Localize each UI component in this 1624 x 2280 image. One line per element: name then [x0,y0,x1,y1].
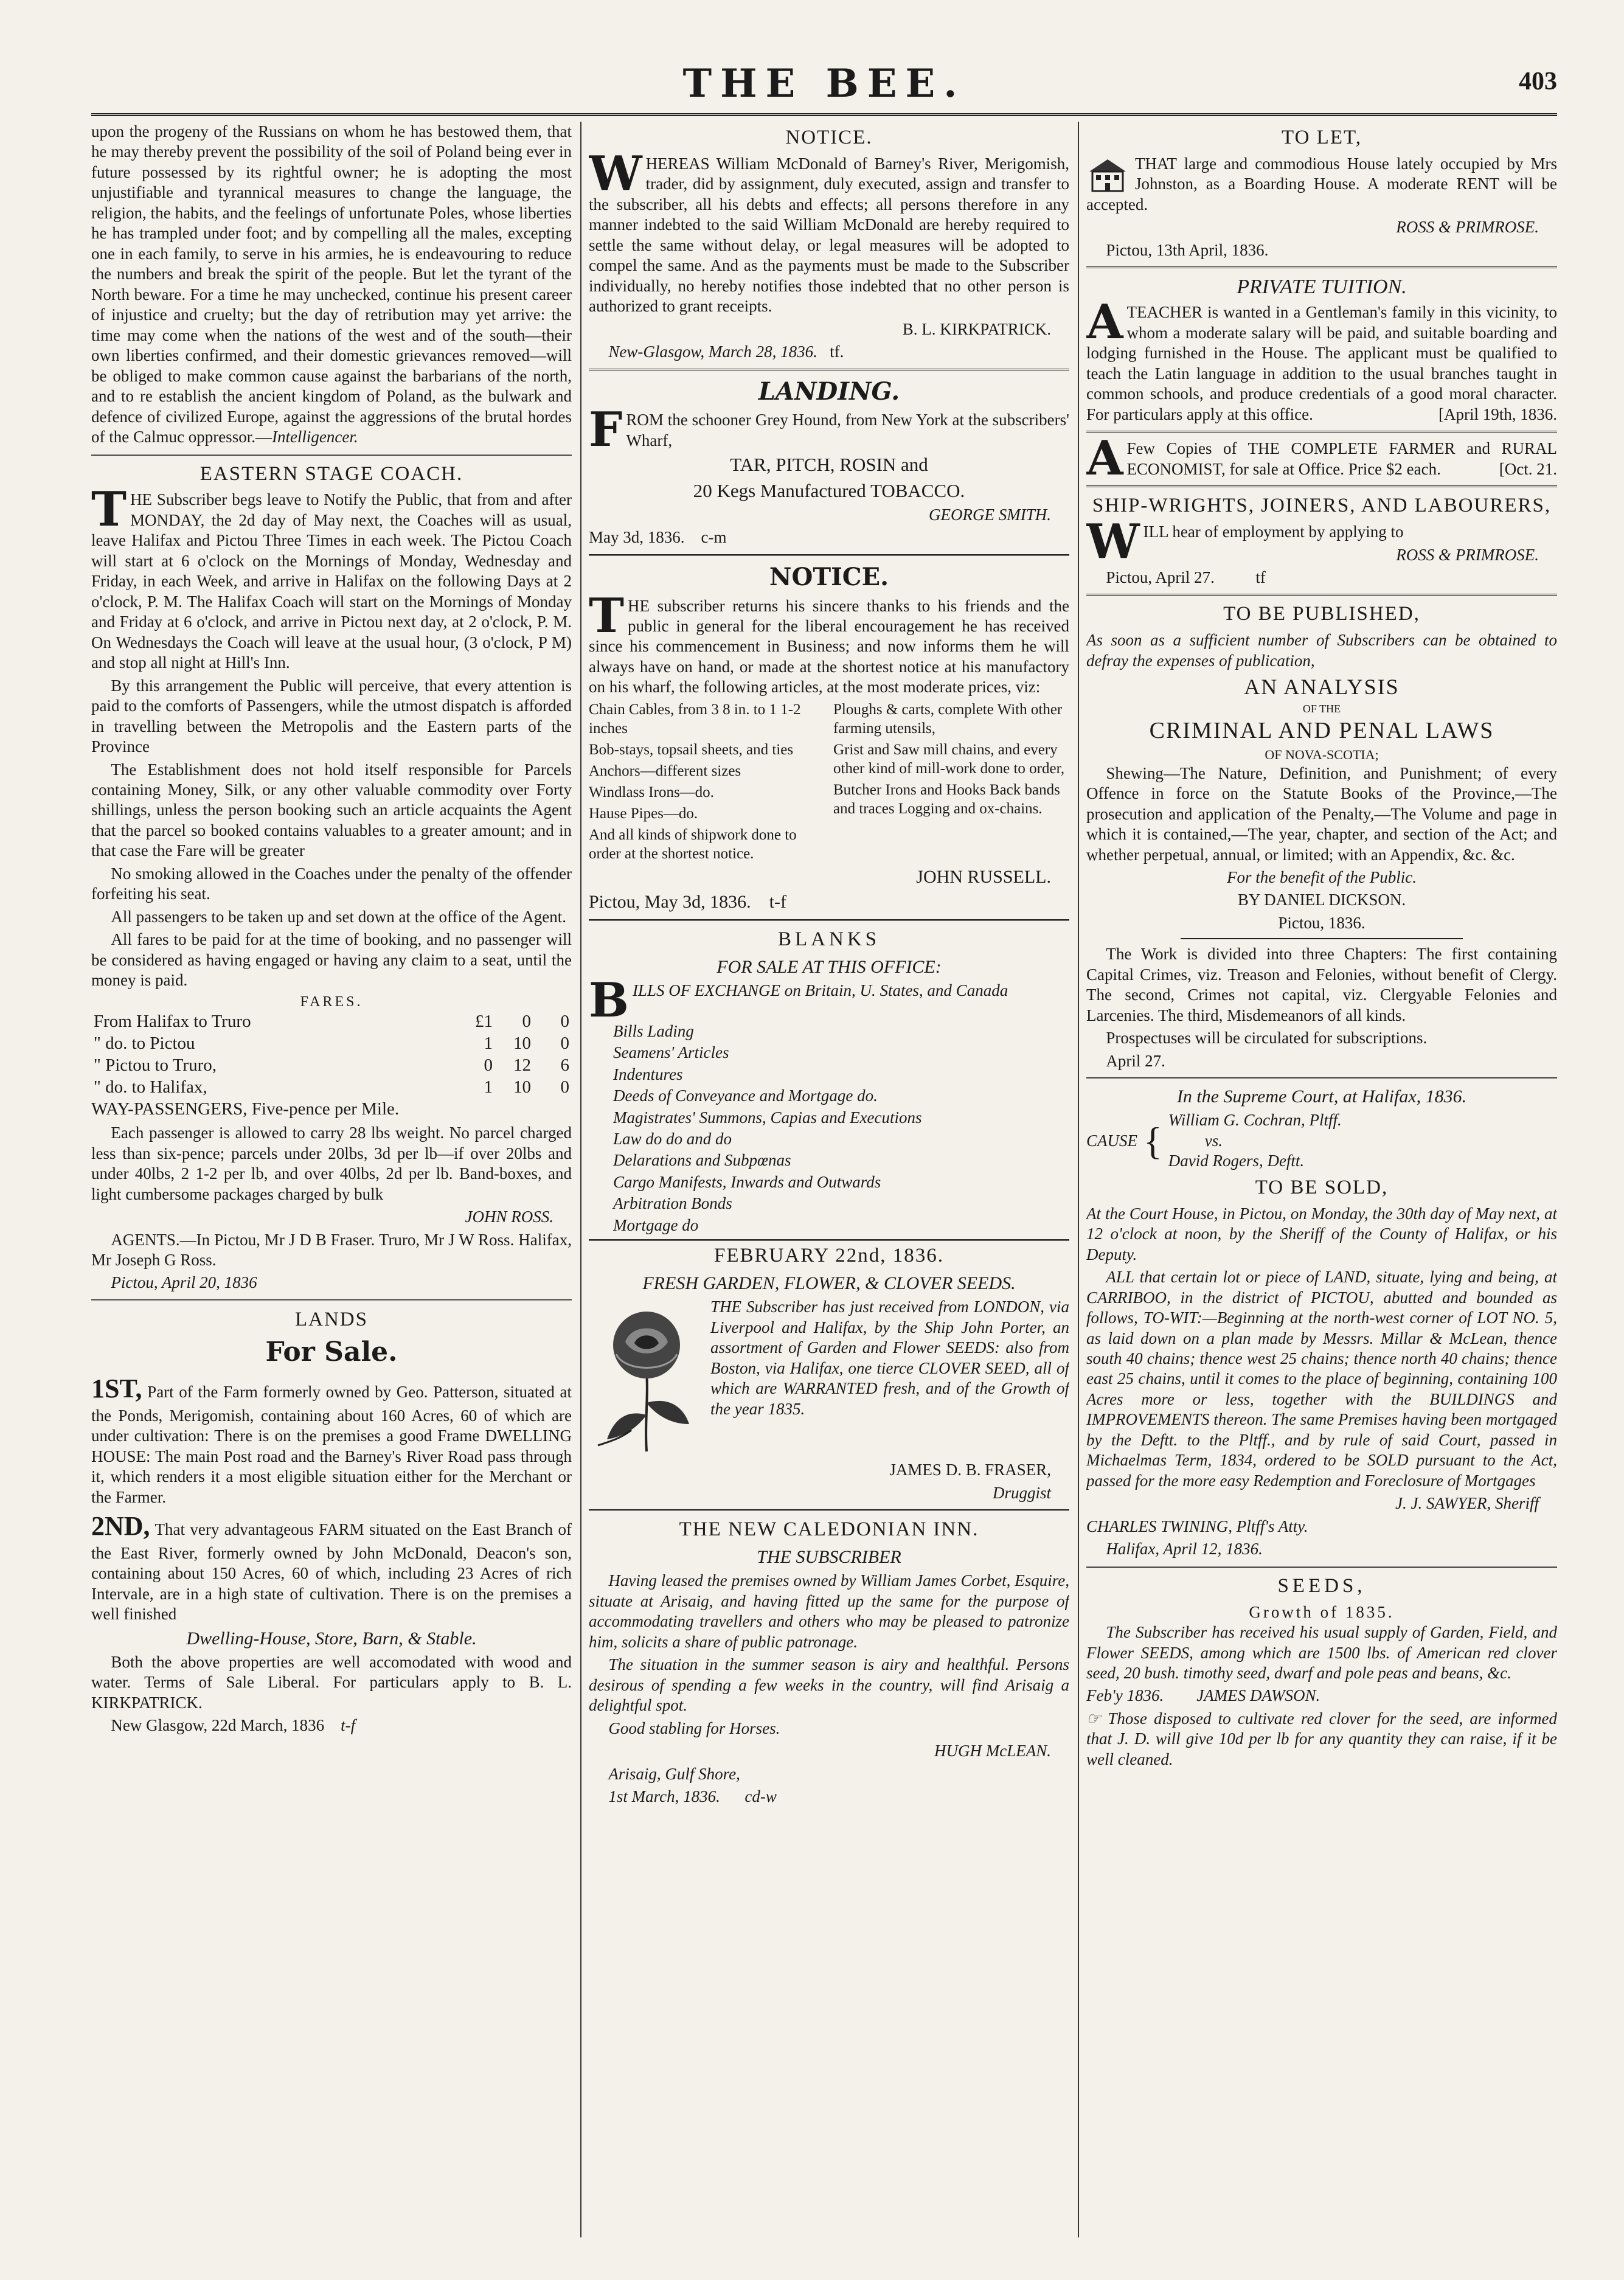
seeds-date-sig: Feb'y 1836. JAMES DAWSON. [1086,1686,1320,1705]
pub-p3: Prospectuses will be circulated for subscriptions. [1106,1029,1428,1048]
notice1-signature: B. L. KIRKPATRICK. [902,319,1051,338]
tuition-title: PRIVATE TUITION. [1237,276,1407,299]
seeds-growth: Growth of 1835. [1249,1602,1395,1621]
divider [1086,266,1557,268]
column-divider-2 [1078,122,1079,2237]
ship-date: Pictou, April 27. tf [1106,568,1266,586]
landing-date: May 3d, 1836. c-m [589,528,727,547]
lands-subtitle: For Sale. [265,1336,398,1368]
notice2-title: NOTICE. [769,562,889,591]
fare-pence: 0 [560,1034,569,1054]
russia-source: Intelligencer. [271,428,358,447]
fare-row [91,1077,572,1099]
pub-date: Pictou, 1836. [1278,913,1365,932]
fare-pounds: 1 [484,1034,493,1054]
notice2-right-list [833,700,1069,866]
coach-p1: THE Subscriber begs leave to Notify the Public, that from and after MONDAY, the 2d day of May next, the Coaches will as usual, leave Halifax and Pictou Three Times in each week. The Pictou Coach will start at 6 o'clock on the Mornings of Monday, Wednesday and Friday, in each Week, and arrive in Halifax on the following Days at 2 o'clock, P. M. The Halifax Coach will start on the Mornings of Monday and Friday at 6 o'clock, and arrive in Pictou next day, at 2 o'clock, P. M. On Wednesdays the Coach will leave at the usual hour, (3 o'clock, P M) and stop all night at Hill's Inn. [91,482,572,672]
landing-goods-2: 20 Kegs Manufactured TOBACCO. [693,479,965,501]
lands-terms: Both the above properties are well accomodated with wood and water. Terms of Sale Liberal. For particulars apply to B. L. KIRKPATRICK. [91,1652,572,1712]
masthead-rule [91,113,1557,116]
farmer-text: A Few Copies of THE COMPLETE FARMER and RURAL ECONOMIST, for sale at Office. Price $2 each. [Oct. 21. [1086,431,1557,487]
fare-route: From Halifax to Truro [94,1012,251,1032]
seeds-text: THE Subscriber has just received from LONDON, via Liverpool and Halifax, by the Ship John Porter, an assortment of Garden and Flower SEEDS: also from Boston, via Halifax, one tierce CLOVER SEED, all of which are WARRANTED fresh, and of the Growth of the year 1835. [710,1298,1069,1418]
fare-pence: 0 [560,1077,569,1097]
coach-signature: JOHN ROSS. [465,1208,553,1226]
divider [91,454,572,456]
sold-text: ALL that certain lot or piece of LAND, situate, lying and being, at CARRIBOO, in the district of PICTOU, abutted and bounded as follows, TO-WIT:—Beginning at the north-west corner of LOT NO. 5, as laid down on a plan made by Messrs. Millar & McLean, thence south 40 chains; thence west 25 chains; thence north 40 chains; thence east 25 chains, until it comes to the place of beginning, containing 100 Acres more or less, together with the BUILDINGS and IMPROVEMENTS thereon. The same Premises having been mortgaged by the Deftt. to the Pltff., and by rule of said Court, passed in Michaelmas Term, 1834, ordered to be SOLD pursuant to the Act, passed for the more easy Redemption and Foreclosure of Mortgages [1086,1268,1557,1490]
column-3 [1086,122,1557,2237]
lands-second: 2ND, That very advantageous FARM situated on the East Branch of the East River, formerly owned by John McDonald, Deacon's son, containing about 150 Acres, 60 of which, including 23 Acres of rich Intervale, are in a high state of cultivation. There is on the premises a well finished [91,1511,572,1624]
blanks-list [589,1021,1069,1236]
blanks-title: BLANKS [777,928,881,951]
fare-row [91,1033,572,1055]
court-cause: CAUSE { William G. Cochran, Pltff. vs. David Rogers, Deftt. [1086,1110,1557,1171]
coach-p4: No smoking allowed in the Coaches under the penalty of the offender forfeiting his seat. [91,864,572,903]
ship-signature: ROSS & PRIMROSE. [1396,545,1539,564]
notice2-date: Pictou, May 3d, 1836. t-f [589,892,786,912]
fare-shillings: 10 [513,1034,531,1054]
page-number: 403 [1519,68,1557,96]
coach-agents: AGENTS.—In Pictou, Mr J D B Fraser. Truro, Mr J W Ross. Halifax, Mr Joseph G Ross. [91,1230,572,1269]
list-item: Delarations and Subpœnas [613,1151,791,1170]
divider [91,1299,572,1301]
column-1 [91,122,572,2237]
list-item: Ploughs & carts, complete With other farming utensils, [833,701,1063,737]
list-item: Cargo Manifests, Inwards and Outwards [613,1172,881,1191]
pub-author: BY DANIEL DICKSON. [1237,891,1406,909]
list-item: Bills Lading [613,1021,694,1040]
seeds-text-2: The Subscriber has received his usual supply of Garden, Field, and Flower SEEDS, among which are 1500 lbs. of American red clover seed, 20 bush. timothy seed, dwarf and pole peas and beans, &c. [1086,1623,1557,1682]
russia-article: upon the progeny of the Russians on whom he has bestowed them, that he may thereby prevent the possibility of the soil of Poland being ever in future possessed by its rightful owner; he is adopting the most unjustifiable and tyrannical measures to change the language, the religion, the habits, and the feelings of unfortunate Poles, whose liberties he has trampled under foot; and by compelling all the males, excepting one in each family, to serve in his armies, he is endeavouring to reduce the numbers and break the spirit of the people. But let the tyrant of the North beware. For a time he may unchecked, continue his present career of injustice and cruelty; but the day of retribution may yet arrive: the time may come when the nations of the west and of the south—their own liberties confirmed, and their domestic grievances removed—will be obliged to make common cause against the barbarians of the north, and to re establish the ancient kingdom of Poland, as the bulwark and defence of civilized Europe, against the aggressions of the brutal hordes of the Calmuc oppressor.—Intelligencer. [91,122,572,447]
list-item: Windlass Irons—do. [589,784,714,801]
masthead [91,61,1557,109]
pub-analysis: AN ANALYSIS [1244,675,1400,700]
lands-first: 1ST, Part of the Farm formerly owned by Geo. Patterson, situated at the Ponds, Merigomish, containing about 160 Acres, 60 of which are under cultivation: There is on the premises a good Frame DWELLING HOUSE: The main Post road and the Barney's River Road pass through it, which renders it a most eligible situation either for the Merchant or the Farmer. [91,1374,572,1506]
fare-row [91,1055,572,1077]
fares-title: FARES. [300,993,363,1010]
house-icon [1086,156,1129,193]
sold-intro: At the Court House, in Pictou, on Monday, the 30th day of May next, at 12 o'clock at noon, by the Sheriff of the County of Halifax, or his Deputy. [1086,1204,1557,1263]
landing-goods-1: TAR, PITCH, ROSIN and [730,454,928,476]
pub-nova-scotia: OF NOVA-SCOTIA; [1265,747,1379,763]
column-divider-1 [580,122,581,2237]
notice2-text: THE subscriber returns his sincere thanks to his friends and the public in general for the liberal encouragement he has received since his commencement in Business; and now informs them he will always have on hand, or made at the shortest notice at his manufactory on his wharf, the following articles, at the most moderate prices, viz: [589,588,1069,697]
court-vs: vs. [1204,1131,1223,1150]
list-item: Butcher Irons and Hooks Back bands and traces Logging and ox-chains. [833,781,1060,817]
coach-title: EASTERN STAGE COACH. [200,462,463,485]
fare-shillings: 12 [513,1055,531,1076]
coach-p6: All fares to be paid for at the time of booking, and no passenger will be considered as having engaged or having any claim to a seat, until the money is paid. [91,930,572,990]
fare-route: " do. to Pictou [94,1034,195,1054]
inn-p2: The situation in the summer season is airy and healthful. Persons desirous of spending a few weeks in the country, will find Arisaig a delightful spot. [589,1655,1069,1715]
pub-p3-date: April 27. [1106,1051,1165,1070]
fare-pounds: 1 [484,1077,493,1097]
divider [1086,485,1557,487]
inn-date: 1st March, 1836. cd-w [608,1787,777,1806]
notice2-left-list [589,700,825,866]
sold-title: TO BE SOLD, [1255,1176,1389,1198]
notice2-articles [589,700,1069,866]
landing-text: FROM the schooner Grey Hound, from New York at the subscribers' Wharf, [589,402,1069,458]
coach-p7: Each passenger is allowed to carry 28 lbs weight. No parcel charged less than six-pence; parcels under 20lbs, 3d per lb—if over 20lbs and under 40lbs, 2 1-2 per lb, and over 40lbs, 2d per lb. Band-boxes, and light cumbersome packages charged by bulk [91,1124,572,1203]
inn-p3: Good stabling for Horses. [608,1719,780,1737]
list-item: Grist and Saw mill chains, and every other kind of mill-work done to order, [833,741,1065,777]
list-item: Bob-stays, topsail sheets, and ties [589,741,794,758]
fare-shillings: 10 [513,1077,531,1097]
let-date: Pictou, 13th April, 1836. [1106,240,1269,259]
divider [1086,594,1557,596]
list-item: Magistrates' Summons, Capias and Executions [613,1108,922,1127]
seeds-title-2: SEEDS, [1277,1574,1366,1597]
seeds-title: FRESH GARDEN, FLOWER, & CLOVER SEEDS. [642,1273,1016,1294]
divider [1086,1566,1557,1568]
pub-benefit: For the benefit of the Public. [1227,867,1417,886]
notice2-signature: JOHN RUSSELL. [916,866,1051,887]
fare-pence: 0 [560,1012,569,1032]
list-item: Hause Pipes—do. [589,805,698,822]
pub-subtitle: As soon as a sufficient number of Subscribers can be obtained to defray the expenses of publication, [1086,631,1557,670]
brace-icon: { [1143,1119,1162,1163]
column-2 [589,122,1069,2237]
masthead-title: THE BEE. [682,61,966,106]
tuition-text: ATEACHER is wanted in a Gentleman's family in this vicinity, to whom a moderate salary will be paid, and suitable boarding and lodging furnished in the House. The applicant must be qualified to teach the Latin language in addition to the usual branches taught in common schools, and produce credentials of a good moral character. For particulars apply at this office. [April 19th, 1836. [1086,294,1557,423]
seeds-note: ☞ Those disposed to cultivate red clover for the seed, are informed that J. D. will give 10d per lb for any quantity they can raise, if it be well cleaned. [1086,1709,1557,1768]
divider [589,919,1069,921]
divider [1086,1077,1557,1079]
coach-p2: By this arrangement the Public will perceive, that every attention is paid to the comforts of Passengers, while the utmost dispatch is afforded in travelling between the Metropolis and the Eastern parts of the Province [91,676,572,756]
fares-table [91,1011,572,1099]
fare-row [91,1011,572,1033]
list-item: Chain Cables, from 3 8 in. to 1 1-2 inches [589,701,801,737]
lands-buildings: Dwelling-House, Store, Barn, & Stable. [186,1628,477,1649]
way-passengers: WAY-PASSENGERS, Five-pence per Mile. [91,1099,400,1119]
court-defendant: David Rogers, Deftt. [1168,1152,1305,1170]
fare-pounds: 0 [484,1055,493,1076]
ship-title: SHIP-WRIGHTS, JOINERS, AND LABOURERS, [1092,495,1552,517]
landing-signature: GEORGE SMITH. [929,506,1051,524]
divider [589,554,1069,556]
court-title: In the Supreme Court, at Halifax, 1836. [1176,1086,1467,1107]
divider [1181,938,1463,939]
lands-date: New Glasgow, 22d March, 1836 t-f [111,1716,356,1735]
fare-shillings: 0 [522,1012,531,1032]
list-item: And all kinds of shipwork done to order at the shortest notice. [589,826,797,862]
coach-date: Pictou, April 20, 1836 [111,1273,257,1292]
sold-date: Halifax, April 12, 1836. [1106,1540,1263,1559]
court-plaintiff: William G. Cochran, Pltff. [1168,1111,1342,1130]
divider [589,1509,1069,1511]
divider [1086,431,1557,433]
pointing-hand-icon: ☞ [1086,1709,1102,1728]
inn-title: THE NEW CALEDONIAN INN. [679,1518,979,1541]
sold-sheriff: J. J. SAWYER, Sheriff [1395,1494,1539,1513]
landing-title: LANDING. [758,377,900,406]
fare-route: " Pictou to Truro, [94,1055,217,1076]
seeds-signature: JAMES D. B. FRASER, [889,1461,1051,1479]
list-item: Arbitration Bonds [613,1194,732,1213]
blanks-subtitle: FOR SALE AT THIS OFFICE: [717,957,942,978]
fare-pounds: £1 [475,1012,493,1032]
sold-attorney: CHARLES TWINING, Pltff's Atty. [1086,1517,1308,1535]
pub-of: OF THE [1302,702,1341,715]
divider [589,369,1069,370]
notice1-date: New-Glasgow, March 28, 1836. tf. [608,342,844,361]
list-item: Anchors—different sizes [589,762,741,779]
lands-title: LANDS [294,1308,368,1330]
seeds-role: Druggist [992,1483,1051,1502]
list-item: Mortgage do [613,1215,699,1234]
list-item: Deeds of Conveyance and Mortgage do. [613,1086,878,1105]
inn-signature: HUGH McLEAN. [934,1742,1051,1760]
list-item: Indentures [613,1065,683,1083]
pub-text: Shewing—The Nature, Definition, and Punishment; of every Offence in force on the Statute Books of the Province,—The prosecution and application of the Penalty,—The Volume and page in which it is contained,—The year, chapter, and section of the Act; and whether perpetual, annual, or limited; with an Appendix, &c. &c. [1086,763,1557,864]
coach-p3: The Establishment does not hold itself responsible for Parcels containing Money, Silk, or any other valuable commodity over Forty shillings, unless the person booking such an article acquaints the Agent that the parcel so booked contains valuables to a greater amount; and in that case the Fare will be greater [91,760,572,860]
list-item: Seamens' Articles [613,1043,729,1062]
let-text: THAT large and commodious House lately occupied by Mrs Johnston, as a Boarding House. A moderate RENT will be accepted. [1086,154,1557,214]
list-item: Law do do and do [613,1129,732,1148]
rose-illustration-icon [589,1299,704,1458]
inn-place: Arisaig, Gulf Shore, [608,1764,740,1783]
inn-subtitle: THE SUBSCRIBER [757,1547,901,1568]
coach-p5: All passengers to be taken up and set down at the office of the Agent. [111,907,566,926]
notice1-text: WHEREAS William McDonald of Barney's River, Merigomish, trader, did by assignment, duly executed, assign and transfer to the subscriber, all his debts and effects; all persons therefore in any manner indebted to the said William McDonald are hereby required to settle the same without delay, or legal measures will be adopted to compel the same. And as the payments must be made to the Subscriber individually, no hereby notifies those indebted that no other person is authorized to grant receipts. [589,145,1069,316]
pub-main-title: CRIMINAL AND PENAL LAWS [1149,718,1494,744]
pub-title: TO BE PUBLISHED, [1223,603,1420,625]
pub-p2: The Work is divided into three Chapters: The first containing Capital Crimes, viz. Treason and Felonies, without benefit of Clergy. The second, Crimes not capital, viz. Clergyable Felonies and Larcenies. The third, Misdemeanors of all kinds. [1086,945,1557,1024]
seeds-date-title: FEBRUARY 22nd, 1836. [589,1239,1069,1268]
blanks-first: BILLS OF EXCHANGE on Britain, U. States, and Canada [589,973,1008,1029]
let-signature: ROSS & PRIMROSE. [1396,218,1539,237]
let-title: TO LET, [1282,127,1362,148]
inn-p1: Having leased the premises owned by William James Corbet, Esquire, situate at Arisaig, and having fitted up the same for the purpose of accommodating travellers and others who may be pleased to patronize him, solicits a share of public patronage. [589,1571,1069,1651]
ship-text: WILL hear of employment by applying to [1086,514,1404,570]
fare-route: " do. to Halifax, [94,1077,207,1097]
notice1-title: NOTICE. [785,127,873,148]
fare-pence: 6 [560,1055,569,1076]
